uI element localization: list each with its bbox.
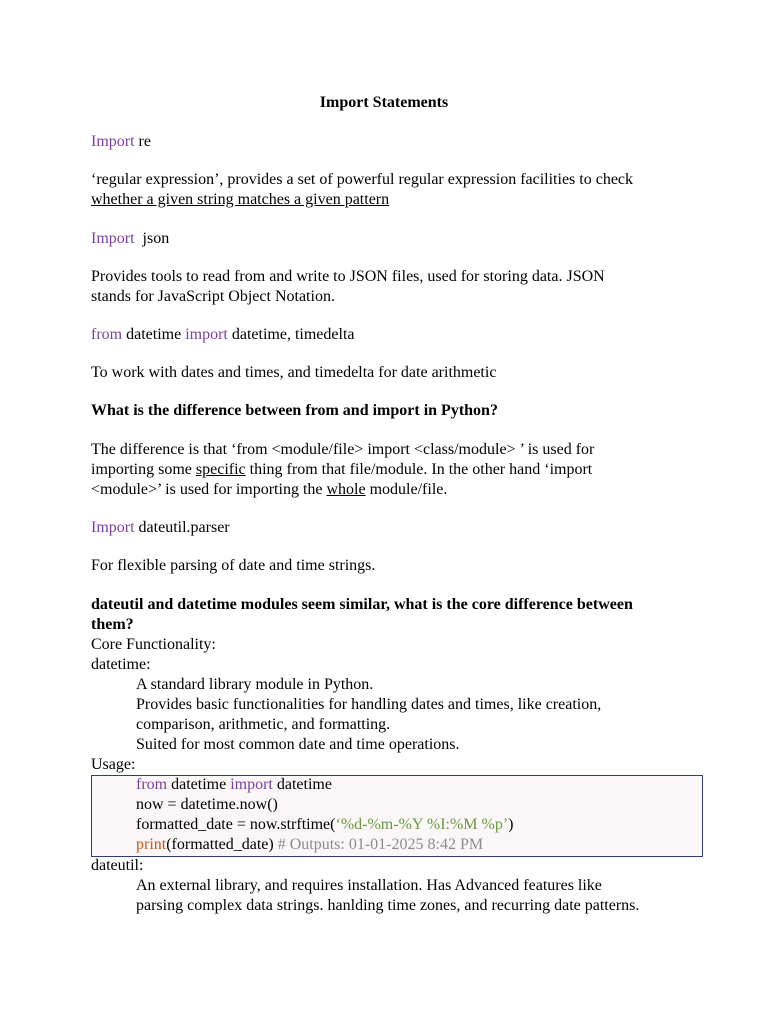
paragraph-re-line2: whether a given string matches a given pattern: [91, 191, 390, 208]
paragraph-dateutil: For flexible parsing of date and time strings.: [91, 557, 376, 574]
keyword-from: from: [91, 326, 123, 343]
keyword: Import: [91, 230, 135, 247]
dateutil-item: parsing complex data strings. hanlding time zones, and recurring date patterns.: [136, 897, 640, 914]
keyword-import: import: [230, 776, 273, 793]
code-line-import: [136, 775, 332, 795]
paragraph-re-line1: ‘regular expression’, provides a set of powerful regular expression facilities to check: [91, 171, 634, 188]
module-name: datetime: [122, 326, 186, 343]
paragraph-datetime: To work with dates and times, and timedelta for date arithmetic: [91, 364, 497, 381]
datetime-item: Provides basic functionalities for handling dates and times, like creation,: [136, 696, 602, 713]
keyword: Import: [91, 519, 135, 536]
module-name: json: [134, 230, 170, 247]
code-line-format: [136, 815, 514, 835]
import-json-statement: [91, 229, 169, 249]
paragraph-diff-line1: The difference is that ‘from <module/file> import <class/module> ’ is used for: [91, 441, 595, 458]
module-name: datetime: [167, 776, 231, 793]
text-run: thing from that file/module. In the other hand ‘import: [245, 461, 593, 478]
datetime-item: comparison, arithmetic, and formatting.: [136, 716, 391, 733]
datetime-item: Suited for most common date and time operations.: [136, 736, 460, 753]
paragraph-json-line2: stands for JavaScript Object Notation.: [91, 288, 335, 305]
module-name: re: [134, 133, 151, 150]
code-comment: # Outputs: 01-01-2025 8:42 PM: [277, 836, 484, 853]
text-run: <module>’ is used for importing the: [91, 481, 327, 498]
question-heading-2-line2: them?: [91, 616, 134, 633]
keyword-from: from: [136, 776, 168, 793]
core-functionality-label: Core Functionality:: [91, 636, 216, 653]
paragraph-diff-line3: [91, 480, 447, 500]
paragraph-json-line1: Provides tools to read from and write to JSON files, used for storing data. JSON: [91, 268, 605, 285]
text-run: importing some: [91, 461, 196, 478]
datetime-label: datetime:: [91, 656, 151, 673]
dateutil-item: An external library, and requires installation. Has Advanced features like: [136, 877, 602, 894]
text-run: module/file.: [365, 481, 448, 498]
underlined-word: whole: [326, 481, 366, 498]
code-line-now: now = datetime.now(): [136, 796, 278, 813]
page-title: Import Statements: [319, 94, 449, 111]
string-literal: ‘%d-%m-%Y %I:%M %p’: [335, 816, 509, 833]
question-heading-2-line1: dateutil and datetime modules seem similar, what is the core difference between: [91, 596, 633, 613]
underlined-word: specific: [195, 461, 246, 478]
keyword-import: import: [185, 326, 228, 343]
dateutil-label: dateutil:: [91, 857, 144, 874]
import-dateutil-statement: [91, 518, 230, 538]
code-text: ): [508, 816, 514, 833]
code-text: formatted_date = now.strftime(: [136, 816, 336, 833]
imported-names: datetime, timedelta: [227, 326, 355, 343]
question-heading-1: What is the difference between from and import in Python?: [91, 402, 498, 419]
paragraph-diff-line2: [91, 460, 592, 480]
datetime-item: A standard library module in Python.: [136, 676, 374, 693]
function-name: print: [136, 836, 167, 853]
keyword: Import: [91, 133, 135, 150]
code-line-print: [136, 835, 483, 855]
usage-label: Usage:: [91, 756, 136, 773]
module-name: dateutil.parser: [134, 519, 230, 536]
code-text: (formatted_date): [166, 836, 278, 853]
imported-name: datetime: [272, 776, 332, 793]
import-re-statement: [91, 132, 151, 152]
from-datetime-statement: [91, 325, 355, 345]
